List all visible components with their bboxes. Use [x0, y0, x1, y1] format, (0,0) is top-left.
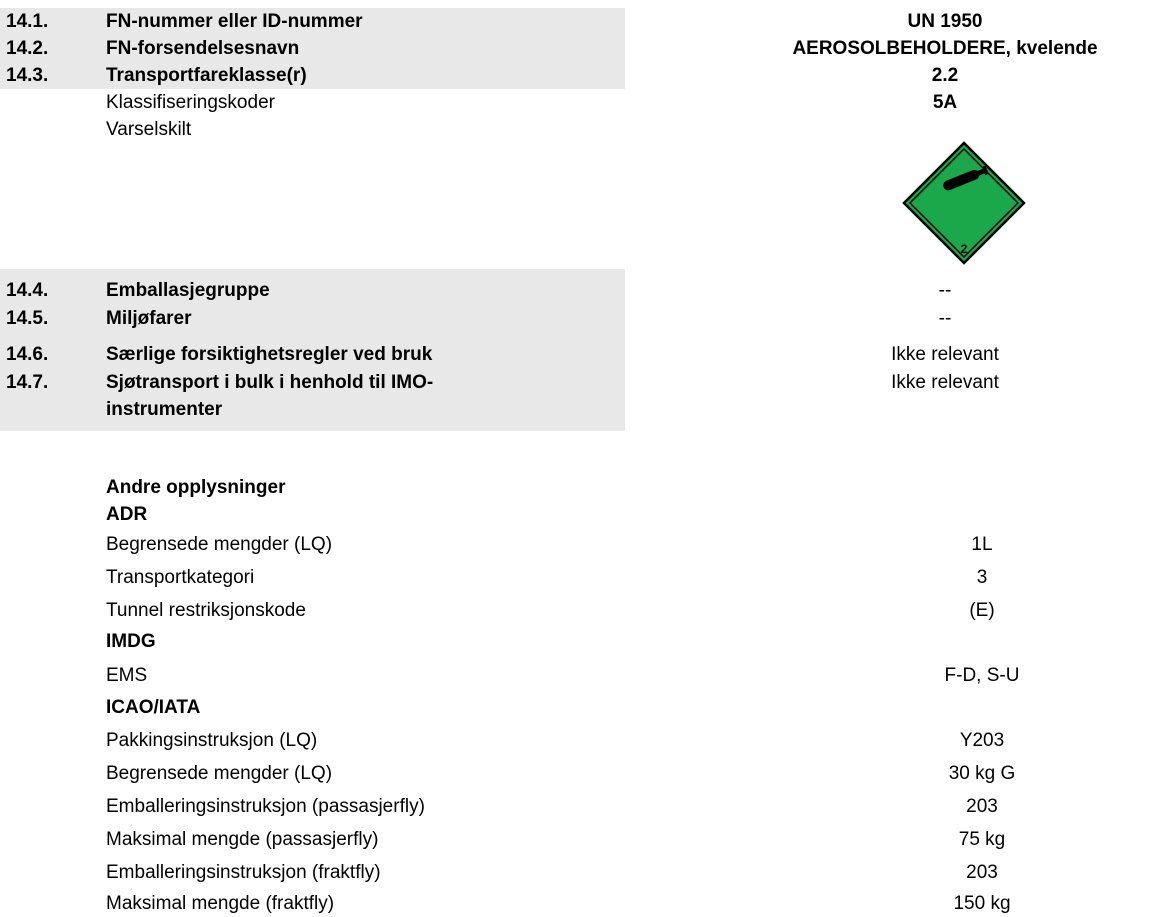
section-label: Varselskilt	[106, 119, 192, 140]
hazard-class-number: 2	[960, 242, 968, 256]
section-value: --	[938, 280, 952, 301]
info-row	[0, 760, 1149, 787]
icao-heading-row	[0, 694, 1149, 721]
info-value: F-D, S-U	[944, 665, 1020, 686]
info-row	[0, 826, 1149, 853]
imdg-heading: IMDG	[106, 631, 156, 652]
info-label: Begrensede mengder (LQ)	[106, 763, 333, 784]
icao-heading: ICAO/IATA	[106, 697, 201, 718]
section-label: FN-nummer eller ID-nummer	[106, 11, 363, 32]
info-value: 75 kg	[958, 829, 1006, 850]
info-value: 1L	[971, 534, 993, 555]
section-number: 14.7.	[6, 372, 49, 393]
section-number: 14.2.	[6, 38, 49, 59]
section-value: Ikke relevant	[891, 372, 999, 393]
info-label: Tunnel restriksjonskode	[106, 600, 306, 621]
section-number: 14.4.	[6, 280, 49, 301]
info-row	[0, 564, 1149, 591]
info-row	[0, 727, 1149, 754]
section-value: UN 1950	[907, 11, 983, 32]
imdg-heading-row	[0, 628, 1149, 655]
section-number: 14.3.	[6, 65, 49, 86]
info-value: (E)	[969, 600, 995, 621]
section-label: Emballasjegruppe	[106, 280, 270, 301]
info-value: 150 kg	[953, 893, 1011, 914]
row-14-1	[0, 8, 1149, 35]
info-value: 30 kg G	[948, 763, 1016, 784]
section-value: 2.2	[931, 65, 959, 86]
info-label: Transportkategori	[106, 567, 255, 588]
row-14-5	[0, 305, 1149, 332]
info-label: Maksimal mengde (fraktfly)	[106, 893, 335, 914]
adr-heading: ADR	[106, 504, 148, 525]
info-label: EMS	[106, 665, 148, 686]
section-number: 14.6.	[6, 344, 49, 365]
info-row	[0, 793, 1149, 820]
info-label: Emballeringsinstruksjon (passasjerfly)	[106, 796, 425, 817]
info-label: Maksimal mengde (passasjerfly)	[106, 829, 379, 850]
row-warning-label	[0, 116, 1149, 143]
section-label: Miljøfarer	[106, 308, 192, 329]
row-14-2	[0, 35, 1149, 62]
info-row	[0, 890, 1149, 917]
info-value: 203	[966, 796, 998, 817]
section-number: 14.5.	[6, 308, 49, 329]
section-label: Klassifiseringskoder	[106, 92, 275, 113]
section-label: Særlige forsiktighetsregler ved bruk	[106, 344, 433, 365]
info-label: Pakkingsinstruksjon (LQ)	[106, 730, 318, 751]
section-number: 14.1.	[6, 11, 49, 32]
info-label: Begrensede mengder (LQ)	[106, 534, 333, 555]
row-14-3	[0, 62, 1149, 89]
other-info-heading-row	[0, 474, 1149, 501]
info-value: 3	[976, 567, 988, 588]
section-value: Ikke relevant	[891, 344, 999, 365]
info-row	[0, 662, 1149, 689]
info-row	[0, 859, 1149, 886]
adr-heading-row	[0, 501, 1149, 528]
info-row	[0, 597, 1149, 624]
row-14-7	[0, 369, 1149, 396]
info-value: Y203	[959, 730, 1005, 751]
section-value: 5A	[932, 92, 958, 113]
other-info-heading: Andre opplysninger	[106, 477, 286, 498]
section-value: AEROSOLBEHOLDERE, kvelende	[792, 38, 1098, 59]
info-label: Emballeringsinstruksjon (fraktfly)	[106, 862, 381, 883]
row-14-4	[0, 277, 1149, 304]
row-classification-codes	[0, 89, 1149, 116]
section-value: --	[938, 308, 952, 329]
row-14-7-cont	[0, 396, 1149, 423]
hazard-class-2-label	[902, 141, 1026, 265]
section-label: Transportfareklasse(r)	[106, 65, 307, 86]
info-row	[0, 531, 1149, 558]
info-value: 203	[966, 862, 998, 883]
section-label: Sjøtransport i bulk i henhold til IMO-	[106, 372, 434, 393]
section-label-cont: instrumenter	[106, 399, 223, 420]
section-label: FN-forsendelsesnavn	[106, 38, 300, 59]
row-14-6	[0, 341, 1149, 368]
